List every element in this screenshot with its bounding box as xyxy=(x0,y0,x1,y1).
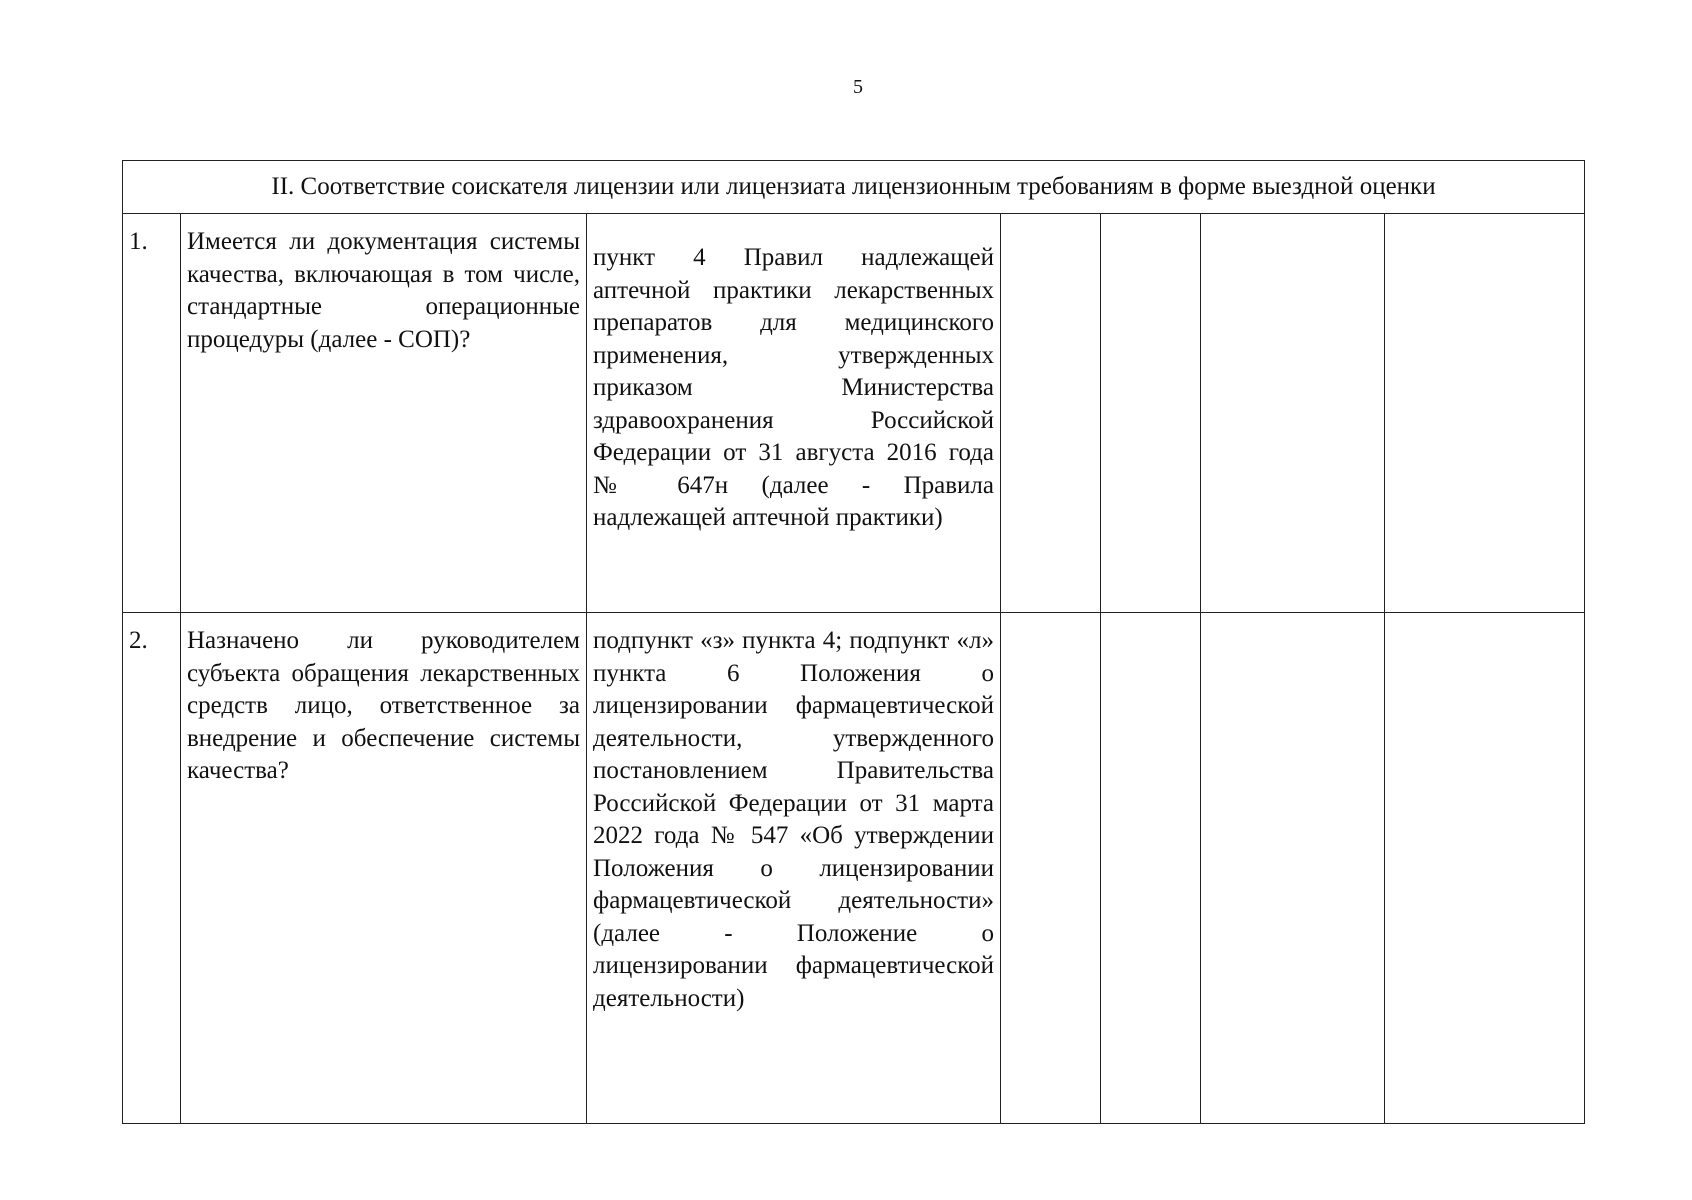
table-row xyxy=(123,613,1585,1124)
table-row xyxy=(123,214,1585,613)
row-number: 1. xyxy=(123,214,181,613)
row-legal-basis: пункт 4 Правил надлежащей аптечной практики лекарственных препаратов для медицинского применения, утвержденных приказом Министерства здравоохранения Российской Федерации от 31 августа 2016 года № 647н (далее - Правила надлежащей аптечной практики) xyxy=(587,214,1001,613)
page-number: 5 xyxy=(853,76,863,98)
answer-cell-notes xyxy=(1385,613,1585,1124)
answer-cell-notes xyxy=(1385,214,1585,613)
section-header-row xyxy=(123,161,1585,214)
answer-cell-no xyxy=(1101,214,1201,613)
row-question: Имеется ли документация системы качества, включающая в том числе, стандартные операционные процедуры (далее - СОП)? xyxy=(181,214,587,613)
row-question: Назначено ли руководителем субъекта обращения лекарственных средств лицо, ответственное за внедрение и обеспечение системы качества? xyxy=(181,613,587,1124)
row-legal-basis: подпункт «з» пункта 4; подпункт «л» пункта 6 Положения о лицензировании фармацевтической деятельности, утвержденного постановлением Правительства Российской Федерации от 31 марта 2022 года № 547 «Об утверждении Положения о лицензировании фармацевтической деятельности» (далее - Положение о лицензировании фармацевтической деятельности) xyxy=(587,613,1001,1124)
answer-cell-yes xyxy=(1001,214,1101,613)
checklist-table xyxy=(122,160,1585,1124)
answer-cell-not-applicable xyxy=(1201,613,1385,1124)
section-title: II. Соответствие соискателя лицензии или лицензиата лицензионным требованиям в форме выездной оценки xyxy=(123,161,1585,214)
answer-cell-no xyxy=(1101,613,1201,1124)
answer-cell-not-applicable xyxy=(1201,214,1385,613)
row-number: 2. xyxy=(123,613,181,1124)
answer-cell-yes xyxy=(1001,613,1101,1124)
